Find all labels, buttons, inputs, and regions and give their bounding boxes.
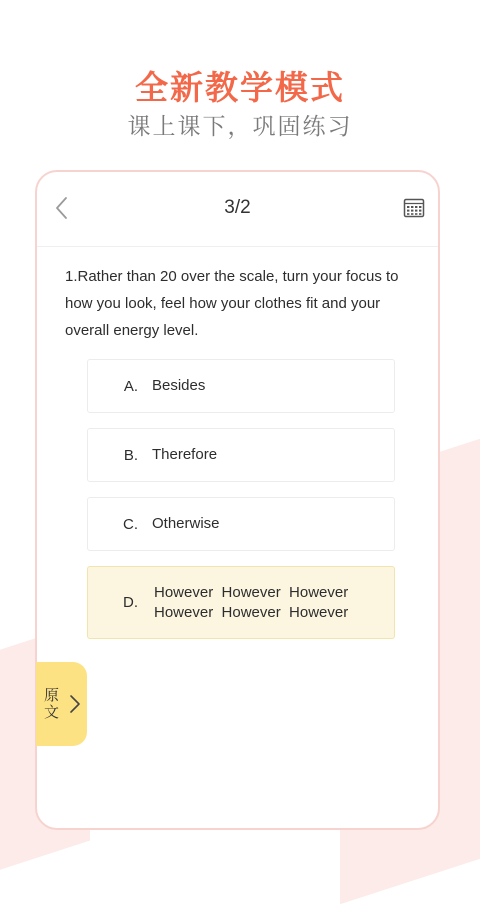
phone-screen: [35, 170, 440, 830]
option-letter: D.: [123, 594, 138, 611]
option-letter: A.: [123, 377, 138, 395]
options-list: [87, 359, 395, 654]
original-text-label: 原文: [44, 686, 60, 721]
top-bar: [37, 172, 438, 247]
chevron-right-icon: [69, 693, 81, 715]
option-letter: C.: [123, 515, 138, 533]
promo-title: 全新教学模式: [135, 68, 345, 107]
page-indicator: 3/2: [224, 197, 251, 218]
option-d[interactable]: [87, 566, 395, 639]
option-text: Besides: [152, 377, 206, 394]
promo-subtitle: 课上课下，巩固练习: [127, 114, 353, 140]
option-a[interactable]: [87, 359, 395, 413]
option-letter: B.: [123, 446, 138, 464]
grid-icon[interactable]: [402, 196, 426, 220]
option-c[interactable]: [87, 497, 395, 551]
option-b[interactable]: [87, 428, 395, 482]
option-text: Otherwise: [152, 515, 220, 532]
original-text-tab[interactable]: [36, 662, 87, 746]
option-text: However However However However However However: [154, 583, 353, 621]
option-text: Therefore: [152, 446, 218, 463]
question-text: 1.Rather than 20 over the scale, turn your focus to how you look, feel how your clothes fit and your overall energy level.: [65, 268, 399, 339]
